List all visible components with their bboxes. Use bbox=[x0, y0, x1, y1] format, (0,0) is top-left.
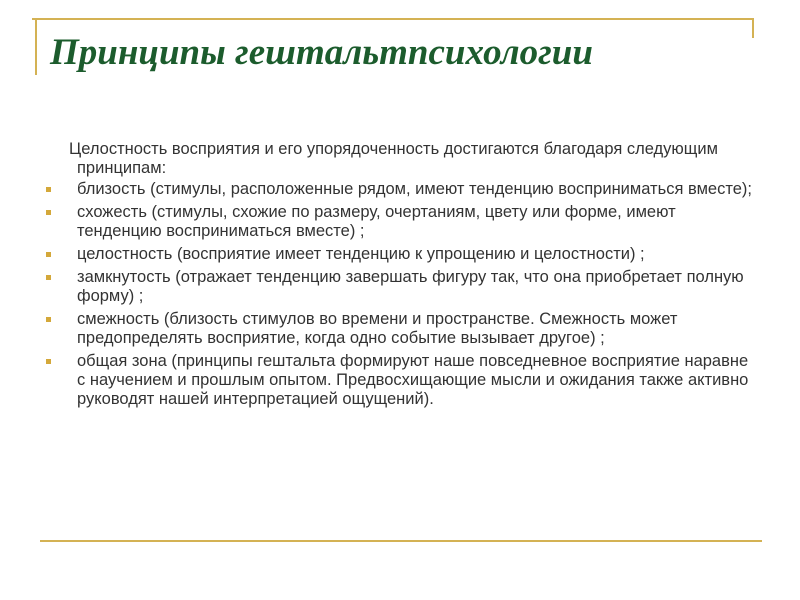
list-item-text: замкнутость (отражает тенденцию завершать фигуру так, что она приобретает полную форму) ; bbox=[77, 268, 744, 305]
frame-top-line bbox=[32, 18, 754, 20]
bullet-icon bbox=[46, 252, 51, 257]
bullet-icon bbox=[46, 359, 51, 364]
list-item-text: целостность (восприятие имеет тенденцию к упрощению и целостности) ; bbox=[77, 245, 645, 263]
bullet-icon bbox=[46, 275, 51, 280]
list-item-text: смежность (близость стимулов во времени и пространстве. Смежность может предопределять восприятие, когда одно событие вызывает другое) ; bbox=[77, 310, 678, 347]
list-item bbox=[40, 203, 760, 241]
frame-bottom-line bbox=[40, 540, 762, 542]
slide-content bbox=[40, 140, 760, 413]
list-item bbox=[40, 180, 760, 199]
list-item-text: общая зона (принципы гештальта формируют наше повседневное восприятие наравне с научением и прошлым опытом. Предвосхищающие мысли и ожидания также активно руководят нашей интерпретацией ощущений). bbox=[77, 352, 749, 408]
bullet-icon bbox=[46, 210, 51, 215]
list-item bbox=[40, 352, 760, 409]
frame-left-line bbox=[35, 18, 37, 75]
list-item bbox=[40, 268, 760, 306]
list-item bbox=[40, 245, 760, 264]
principles-list bbox=[40, 180, 760, 409]
frame-right-line bbox=[752, 18, 754, 38]
bullet-icon bbox=[46, 187, 51, 192]
list-item-text: схожесть (стимулы, схожие по размеру, очертаниям, цвету или форме, имеют тенденцию восприниматься вместе) ; bbox=[77, 203, 676, 240]
list-item bbox=[40, 310, 760, 348]
slide-title: Принципы гештальтпсихологии bbox=[50, 32, 593, 73]
list-item-text: близость (стимулы, расположенные рядом, имеют тенденцию восприниматься вместе); bbox=[77, 180, 752, 198]
intro-text: Целостность восприятия и его упорядоченность достигаются благодаря следующим принципам: bbox=[69, 140, 718, 177]
bullet-icon bbox=[46, 317, 51, 322]
